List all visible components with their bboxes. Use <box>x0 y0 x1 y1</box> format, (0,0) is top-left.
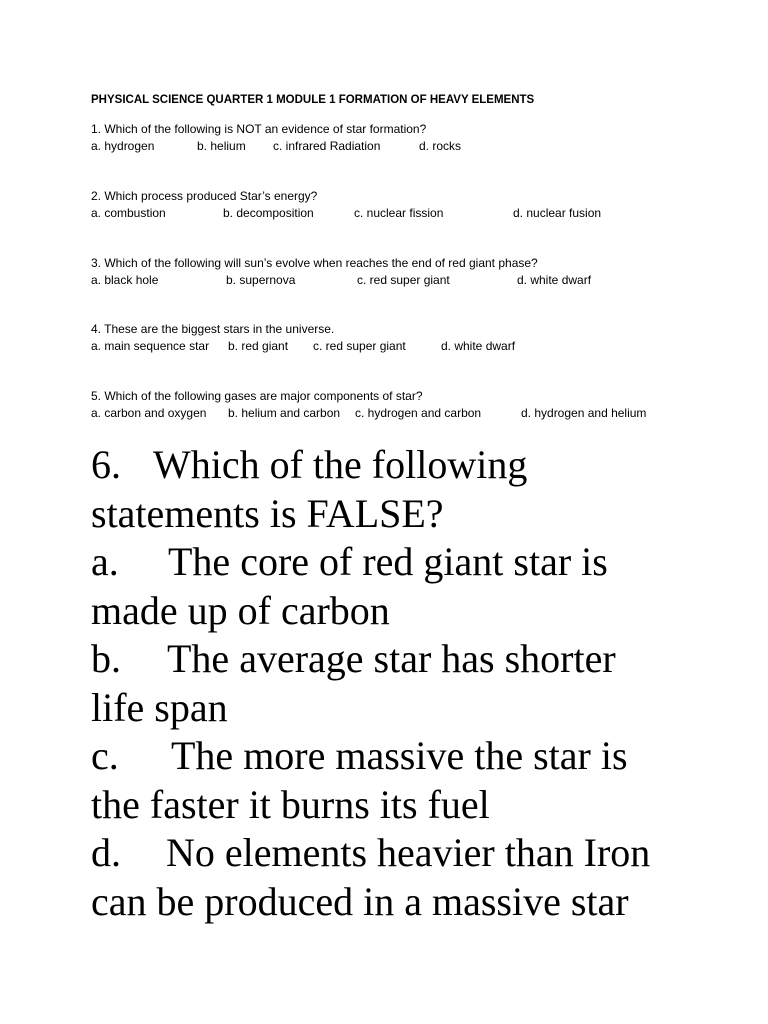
question-4 <box>91 321 516 355</box>
q6-option-c-label: c. <box>91 733 119 778</box>
option-d: d. rocks <box>419 139 462 153</box>
q6-option-a-line-1 <box>91 538 731 587</box>
q6-option-d-line-2: can be produced in a massive star <box>91 878 629 924</box>
q6-option-d-label: d. <box>91 830 121 875</box>
q6-option-b-line-1 <box>91 635 731 684</box>
option-a: a. main sequence star <box>91 339 210 353</box>
option-a: a. hydrogen <box>91 139 155 153</box>
question-3 <box>91 255 592 289</box>
option-a: a. carbon and oxygen <box>91 406 207 420</box>
question-text: 2. Which process produced Star’s energy? <box>91 189 318 203</box>
option-d: d. white dwarf <box>517 273 592 287</box>
q6-option-d-line-1 <box>91 829 731 878</box>
options-row <box>91 272 592 289</box>
q6-option-a-label: a. <box>91 539 119 584</box>
option-b: b. helium and carbon <box>228 406 341 420</box>
option-b: b. decomposition <box>223 206 314 220</box>
page-title: PHYSICAL SCIENCE QUARTER 1 MODULE 1 FORMATION OF HEAVY ELEMENTS <box>91 94 535 106</box>
question-text: 4. These are the biggest stars in the universe. <box>91 322 335 336</box>
question-6 <box>91 441 731 926</box>
options-row <box>91 338 516 355</box>
option-b: b. red giant <box>228 339 289 353</box>
question-6-text-2: statements is FALSE? <box>91 490 444 536</box>
option-c: c. nuclear fission <box>354 206 444 220</box>
question-6-number: 6. <box>91 442 121 487</box>
q6-option-c-line-2: the faster it burns its fuel <box>91 781 490 827</box>
q6-option-b-label: b. <box>91 636 121 681</box>
question-text: 3. Which of the following will sun’s evolve when reaches the end of red giant phase? <box>91 256 538 270</box>
question-6-stem-line-1 <box>91 441 731 490</box>
q6-option-d-text: No elements heavier than Iron <box>166 830 651 875</box>
q6-option-a-line-2: made up of carbon <box>91 587 390 633</box>
q6-option-a-text: The core of red giant star is <box>168 539 608 584</box>
q6-option-c-line-1 <box>91 732 731 781</box>
question-1 <box>91 121 462 155</box>
question-2 <box>91 188 602 222</box>
option-d: d. nuclear fusion <box>513 206 602 220</box>
options-row <box>91 138 462 155</box>
q6-option-b-text: The average star has shorter <box>167 636 616 681</box>
option-d: d. white dwarf <box>441 339 516 353</box>
option-c: c. red super giant <box>313 339 406 353</box>
options-row <box>91 405 647 422</box>
option-c: c. hydrogen and carbon <box>355 406 482 420</box>
option-d: d. hydrogen and helium <box>521 406 647 420</box>
option-b: b. supernova <box>226 273 296 287</box>
options-row <box>91 205 602 222</box>
question-6-text-1: Which of the following <box>153 442 528 487</box>
option-b: b. helium <box>197 139 246 153</box>
option-c: c. red super giant <box>357 273 450 287</box>
question-5 <box>91 388 647 422</box>
question-text: 1. Which of the following is NOT an evidence of star formation? <box>91 122 427 136</box>
option-c: c. infrared Radiation <box>273 139 381 153</box>
option-a: a. combustion <box>91 206 166 220</box>
q6-option-c-text: The more massive the star is <box>171 733 628 778</box>
q6-option-b-line-2: life span <box>91 684 228 730</box>
question-text: 5. Which of the following gases are major components of star? <box>91 389 423 403</box>
option-a: a. black hole <box>91 273 159 287</box>
